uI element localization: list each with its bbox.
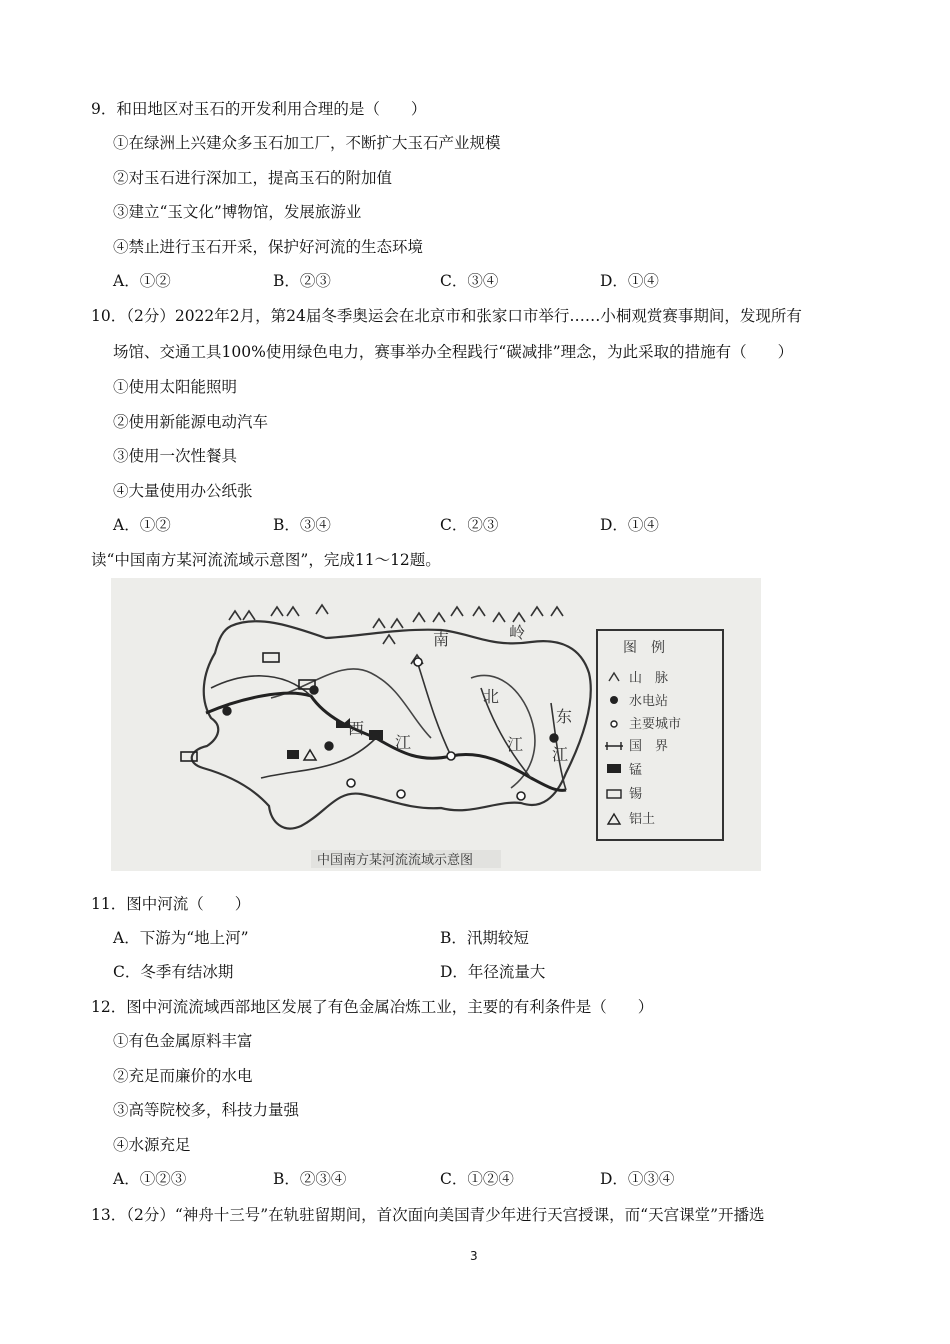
q11-choice-a: A．下游为“地上河” xyxy=(113,929,249,947)
q9-choice-c: C．③④ xyxy=(440,272,499,290)
q9-choice-b: B．②③ xyxy=(273,272,331,290)
bauxite-symbol xyxy=(304,750,316,760)
q11-choice-c: C．冬季有结冰期 xyxy=(113,963,234,981)
tributary-south xyxy=(261,738,376,778)
q11-choice-b: B．汛期较短 xyxy=(440,929,529,947)
q10-item-1: ①使用太阳能照明 xyxy=(113,378,238,396)
q13-stem: 13．（2分）“神舟十三号”在轨驻留期间，首次面向美国青少年进行天宫授课，而“天宫课堂”开播选 xyxy=(91,1206,765,1224)
legend-border: 国 界 xyxy=(629,739,669,754)
q10-item-3: ③使用一次性餐具 xyxy=(113,447,238,465)
q9-stem: 9．和田地区对玉石的开发利用合理的是（ ） xyxy=(91,100,427,118)
q12-item-2: ②充足而廉价的水电 xyxy=(113,1067,253,1085)
tin-symbols xyxy=(181,653,315,761)
legend-border-icon xyxy=(605,742,623,750)
q9-item-1: ①在绿洲上兴建众多玉石加工厂，不断扩大玉石产业规模 xyxy=(113,134,501,152)
q10-choice-c: C．②③ xyxy=(440,516,499,534)
q10-choice-b: B．③④ xyxy=(273,516,331,534)
label-nan: 南 xyxy=(433,630,450,649)
label-dong: 东 xyxy=(556,707,573,726)
basin-outline xyxy=(192,621,591,828)
map-legend xyxy=(597,630,723,840)
q11-choice-d: D．年径流量大 xyxy=(440,963,546,981)
legend-bauxite-icon xyxy=(608,814,620,824)
legend-manganese: 锰 xyxy=(629,763,643,778)
q12-choice-d: D．①③④ xyxy=(600,1170,675,1188)
legend-tin: 锡 xyxy=(629,787,643,802)
q9-item-3: ③建立“玉文化”博物馆，发展旅游业 xyxy=(113,203,362,221)
legend-city-icon xyxy=(611,721,617,727)
river-basin-map xyxy=(111,578,761,871)
manganese-symbols xyxy=(287,718,383,759)
q11-stem: 11．图中河流（ ） xyxy=(91,895,251,913)
q10-stem-line2: 场馆、交通工具100%使用绿色电力，赛事举办全程践行“碳减排”理念，为此采取的措施有（ ） xyxy=(113,343,794,361)
q9-choice-d: D．①④ xyxy=(600,272,659,290)
label-ling: 岭 xyxy=(509,623,526,642)
legend-city: 主要城市 xyxy=(629,717,682,732)
legend-bauxite: 铝土 xyxy=(629,812,656,827)
label-bei: 北 xyxy=(483,687,500,706)
label-jiang-xi: 江 xyxy=(395,733,412,752)
q9-item-4: ④禁止进行玉石开采，保护好河流的生态环境 xyxy=(113,238,424,256)
label-jiang-dong: 江 xyxy=(552,745,569,764)
q10-item-4: ④大量使用办公纸张 xyxy=(113,482,253,500)
legend-title: 图 例 xyxy=(623,640,665,656)
legend-mountain: 山 脉 xyxy=(629,671,669,686)
q9-choice-a: A．①② xyxy=(113,272,171,290)
map-caption: 中国南方某河流流域示意图 xyxy=(317,853,474,868)
q10-item-2: ②使用新能源电动汽车 xyxy=(113,413,269,431)
legend-mountain-icon xyxy=(609,673,619,681)
q12-item-3: ③高等院校多，科技力量强 xyxy=(113,1101,300,1119)
page-number: 3 xyxy=(470,1249,478,1263)
legend-hydro-icon xyxy=(610,696,618,704)
q12-item-1: ①有色金属原料丰富 xyxy=(113,1032,253,1050)
map-intro: 读“中国南方某河流流域示意图”，完成11～12题。 xyxy=(91,551,441,569)
q10-choice-a: A．①② xyxy=(113,516,171,534)
q12-stem: 12．图中河流流域西部地区发展了有色金属冶炼工业，主要的有利条件是（ ） xyxy=(91,998,654,1016)
tributary-north xyxy=(416,658,451,756)
q12-choice-b: B．②③④ xyxy=(273,1170,347,1188)
q12-choice-c: C．①②④ xyxy=(440,1170,514,1188)
legend-tin-icon xyxy=(607,790,621,798)
q10-choice-d: D．①④ xyxy=(600,516,659,534)
label-jiang-bei: 江 xyxy=(507,735,524,754)
q12-item-4: ④水源充足 xyxy=(113,1136,191,1154)
q9-item-2: ②对玉石进行深加工，提高玉石的附加值 xyxy=(113,169,393,187)
q10-stem-line1: 10．（2分）2022年2月，第24届冬季奥运会在北京市和张家口市举行……小桐观赏赛事期间，发现所有 xyxy=(91,307,802,325)
q12-choice-a: A．①②③ xyxy=(113,1170,187,1188)
label-xi: 西 xyxy=(348,719,365,738)
legend-manganese-icon xyxy=(607,764,621,773)
legend-hydro: 水电站 xyxy=(629,694,669,709)
